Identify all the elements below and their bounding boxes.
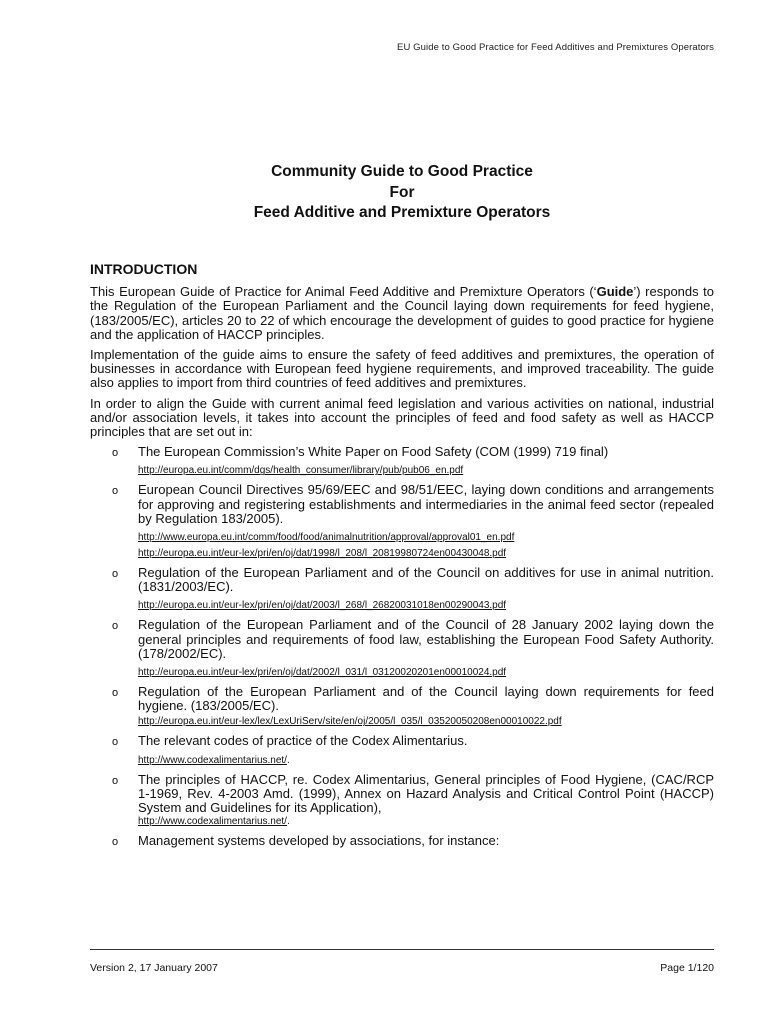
reference-link[interactable]: http://www.europa.eu.int/comm/food/food/animalnutrition/approval/approval01_en.pdf (138, 532, 515, 544)
reference-line (138, 815, 714, 829)
title-line-1: Community Guide to Good Practice (271, 163, 533, 180)
title-line-2: For (389, 183, 415, 201)
list-item (90, 734, 714, 767)
intro-paragraph-2: Implementation of the guide aims to ensure the safety of feed additives and premixtures, the operation of businesses in accordance with European feed hygiene requirements, and improved traceability. The guide also applies to import from third countries of feed additives and premixtures. (90, 347, 714, 391)
list-item-text: Regulation of the European Parliament and of the Council of 28 January 2002 laying down the general principles and requirements of food law, establishing the European Food Safety Authority. (178/2002/EC). (138, 617, 714, 661)
list-item (90, 483, 714, 561)
footer-page-number: Page 1/120 (660, 962, 714, 974)
list-item-text: European Council Directives 95/69/EEC and 98/51/EEC, laying down conditions and arrangements for approving and registering establishments and intermediaries in the animal feed sector (repealed by Regulation 183/2005). (138, 482, 714, 526)
title-line-3: Feed Additive and Premixture Operators (253, 204, 551, 221)
bullet-marker: o (112, 568, 119, 581)
reference-link[interactable]: http://europa.eu.int/comm/dgs/health_consumer/library/pub/pub06_en.pdf (138, 465, 464, 477)
reference-link[interactable]: http://europa.eu.int/eur-lex/pri/en/oj/dat/2003/l_268/l_26820031018en00290043.pdf (138, 600, 507, 612)
list-item-text: Management systems developed by associations, for instance: (138, 833, 500, 849)
document-body (90, 262, 714, 853)
bullet-marker: o (112, 447, 119, 460)
bullet-marker: o (112, 620, 119, 633)
source-list (90, 445, 714, 848)
section-heading-introduction: INTRODUCTION (90, 261, 198, 277)
reference-link[interactable]: http://europa.eu.int/eur-lex/pri/en/oj/dat/2002/l_031/l_03120020201en00010024.pdf (138, 667, 507, 679)
reference-link[interactable]: http://europa.eu.int/eur-lex/pri/en/oj/dat/1998/l_208/l_20819980724en00430048.pdf (138, 548, 507, 560)
guide-term: Guide (596, 284, 634, 300)
intro-paragraph-1 (90, 285, 714, 342)
bullet-marker: o (112, 687, 119, 700)
list-item (90, 618, 714, 680)
reference-link[interactable]: http://europa.eu.int/eur-lex/lex/LexUriServ/site/en/oj/2005/l_035/l_03520050208en00010022.pdf (138, 716, 562, 728)
list-item (90, 566, 714, 613)
document-title (90, 162, 714, 224)
list-item-text: The principles of HACCP, re. Codex Alimentarius, General principles of Food Hygiene, (CAC/RCP 1-1969, Rev. 4-2003 Amd. (1999), Annex on Hazard Analysis and Critical Control Point (HACCP) System and Guidelines for its Application), (138, 771, 714, 816)
reference-link[interactable]: http://www.codexalimentarius.net/ (138, 816, 287, 828)
list-item (90, 685, 714, 729)
footer-version: Version 2, 17 January 2007 (90, 962, 218, 974)
list-item-text: Regulation of the European Parliament and of the Council on additives for use in animal nutrition. (1831/2003/EC). (138, 565, 714, 595)
list-item-text: The European Commission’s White Paper on Food Safety (COM (1999) 719 final) (138, 444, 609, 460)
bullet-marker: o (112, 736, 119, 749)
reference-link[interactable]: http://www.codexalimentarius.net/ (138, 754, 287, 766)
reference-line (138, 754, 714, 768)
intro-paragraph-3: In order to align the Guide with current animal feed legislation and various activities on national, industrial and/or association levels, it takes into account the principles of feed and food safety as well as HACCP principles that are set out in: (90, 395, 714, 440)
bullet-marker: o (112, 836, 119, 849)
list-item (90, 773, 714, 830)
intro-p1-text-start: This European Guide of Practice for Animal Feed Additive and Premixture Operators (‘ (90, 284, 597, 300)
link-suffix: . (286, 816, 290, 828)
running-header: EU Guide to Good Practice for Feed Additives and Premixtures Operators (397, 42, 714, 53)
list-item-text: The relevant codes of practice of the Codex Alimentarius. (138, 733, 468, 749)
list-item (90, 445, 714, 478)
intro-p1-text-end: ’) responds to the Regulation of the European Parliament and the Council laying down requirements for feed hygiene, (183/2005/EC), articles 20 to 22 of which encourage the development of guides to good practice for hygiene and the application of HACCP principles. (90, 284, 714, 342)
bullet-marker: o (112, 485, 119, 498)
list-item (90, 834, 714, 848)
list-item-text: Regulation of the European Parliament and of the Council laying down requirements for feed hygiene. (183/2005/EC). (138, 684, 714, 714)
bullet-marker: o (112, 774, 119, 787)
footer-divider (90, 949, 714, 950)
link-suffix: . (286, 754, 290, 766)
